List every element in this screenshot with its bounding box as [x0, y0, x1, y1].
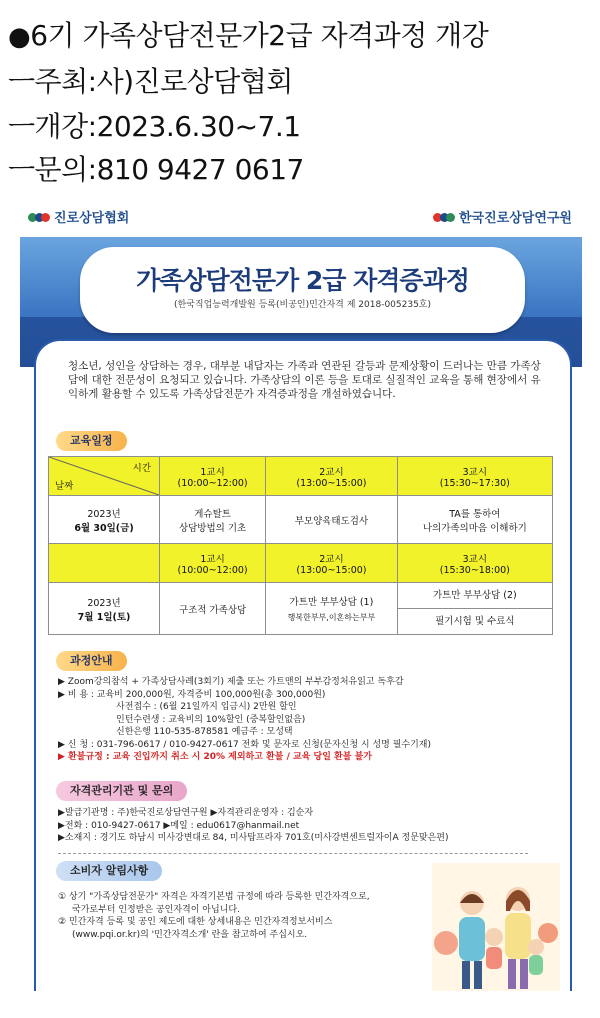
period-label: 3교시 [462, 466, 488, 478]
class-line: 상담방법의 기초 [178, 522, 247, 534]
poster-subtitle: (한국직업능력개발원 등록(비공인)민간자격 제 2018-005235호) [173, 300, 432, 310]
course-line: ▶ Zoom강의참석 + 가족상담사례(3회기) 제출 또는 가트맨의 부부감정처유읽고 독후감 [58, 677, 404, 687]
period-2-header [266, 457, 397, 496]
content-panel [34, 339, 572, 991]
day1-date [49, 496, 160, 544]
title-box [80, 247, 525, 333]
course-info [58, 676, 548, 764]
date-day: 6월 30일(금) [74, 522, 134, 534]
date-year: 2023년 [87, 597, 121, 609]
class-line: 가트만 부부상담 (2) [398, 583, 552, 609]
logo-left-text: 진로상담협회 [54, 211, 130, 226]
period-2-header [266, 544, 397, 583]
period-label: 2교시 [319, 466, 344, 478]
course-line: 인턴수련생 : 교육비의 10%할인 (중복할인없음) [116, 714, 306, 725]
class-line: 가트만 부부상담 (1) [289, 597, 374, 608]
logo-left-icon [28, 210, 50, 224]
class-line: 나의가족의마음 이해하기 [422, 522, 527, 534]
course-line: ▶ 비 용 : 교육비 200,000원, 자격증비 100,000원(총 300,000원) [58, 689, 326, 700]
mgmt-line: ▶소재지 : 경기도 하남시 미사강변대로 84, 미사탑프라자 701호(미사강변센트럴자이A 정문맞은편) [58, 833, 449, 843]
period-3-header [397, 544, 552, 583]
divider [58, 853, 528, 854]
day2-class3 [397, 583, 552, 635]
date-year: 2023년 [87, 508, 121, 520]
mgmt-line: ▶전화 : 010-9427-0617 ▶메일 : edu0617@hanmail.net [58, 820, 300, 831]
period-time: (15:30~17:30) [439, 477, 510, 489]
period-label: 1교시 [200, 466, 225, 478]
consumer-line: ① 상기 "가족상담전문가" 자격은 자격기본법 규정에 따라 등록한 민간자격으로, [58, 892, 370, 902]
date-day: 7월 1일(토) [77, 611, 131, 623]
period-3-header [397, 457, 552, 496]
period-label: 2교시 [319, 553, 344, 565]
day2-header-blank [49, 544, 160, 583]
schedule-table-day1 [48, 456, 553, 635]
class-line: TA를 통하여 [449, 508, 501, 520]
poster-title: 가족상담전문가 2급 자격증과정 [136, 266, 469, 295]
hdr-time: 시간 [132, 463, 151, 474]
period-label: 1교시 [200, 553, 225, 565]
refund-policy: ▶ 환불규정 : 교육 진입까지 취소 시 20% 제외하고 환불 / 교육 당일 환불 불가 [58, 752, 372, 762]
mgmt-line: ▶발급기관명 : 주)한국진로상담연구원 ▶자격관리운영자 : 김순자 [58, 808, 314, 818]
intro-text: 청소년, 성인을 상담하는 경우, 대부분 내담자는 가족과 연관된 갈등과 문제상황이 드러나는 만큼 가족상담에 대한 전문성이 요청되고 있습니다. 가족상담의 이론 등을 토대로 실질적인 교육을 통해 현장에서 유익하게 활용할 수 있도록 가족상담전문가 자격증과정을 개설하였습니다. [68, 360, 541, 400]
course-line: 사전접수 : (6월 21일까지 입금시) 2만원 할인 [116, 702, 297, 712]
schedule-tag: 교육일정 [56, 431, 127, 451]
poster-image[interactable] [20, 197, 582, 997]
course-line: ▶ 신 청 : 031-796-0617 / 010-9427-0617 전화 및 문자로 신청(문자신청 시 성명 필수기재) [58, 739, 432, 750]
period-1-header [160, 544, 266, 583]
class-line: 게슈탈트 [194, 508, 231, 520]
day1-class2: 부모양육태도검사 [266, 496, 397, 544]
message-text-1: 6기 가족상담전문가2급 자격과정 개강 [30, 19, 489, 52]
period-label: 3교시 [462, 553, 488, 565]
period-1-header [160, 457, 266, 496]
course-tag: 과정안내 [56, 651, 127, 671]
period-time: (15:30~18:00) [439, 564, 510, 576]
consumer-line: (www.pqi.or.kr)의 '민간자격소개' 란을 참고하여 주십시오. [72, 929, 308, 940]
logo-right [433, 207, 572, 226]
logo-right-text: 한국진로상담연구원 [458, 211, 572, 226]
consumer-info [58, 891, 428, 941]
message-line-1 [8, 14, 488, 54]
message-line-3: ㅡ개강:2023.6.30~7.1 [8, 110, 301, 143]
mgmt-info [58, 807, 548, 845]
period-time: (10:00~12:00) [177, 564, 248, 576]
header-time-date [49, 457, 160, 496]
hdr-date: 날짜 [55, 481, 74, 492]
logo-left [28, 207, 129, 226]
class-line: 필기시험 및 수료식 [435, 616, 515, 627]
logo-right-icon [433, 210, 455, 224]
class-line: 행복한부부,이혼하는부부 [287, 613, 376, 622]
consumer-line: ② 민간자격 등록 및 공인 제도에 대한 상세내용은 민간자격정보서비스 [58, 917, 333, 927]
course-line: 신한은행 110-535-878581 예금주 : 모성택 [116, 727, 293, 737]
day1-class1 [160, 496, 266, 544]
family-illustration [432, 863, 560, 991]
message-line-2: ㅡ주최:사)진로상담협회 [8, 65, 293, 98]
day2-class2 [266, 583, 397, 635]
period-time: (13:00~15:00) [296, 564, 367, 576]
day2-class1: 구조적 가족상담 [160, 583, 266, 635]
period-time: (10:00~12:00) [177, 477, 248, 489]
mgmt-tag: 자격관리기관 및 문의 [56, 781, 187, 801]
day2-date [49, 583, 160, 635]
consumer-line: 국가로부터 인정받은 공인자격이 아닙니다. [72, 904, 240, 915]
bullet-icon: ● [8, 22, 31, 52]
poster-header [20, 197, 582, 239]
consumer-tag: 소비자 알림사항 [56, 861, 162, 881]
message-line-4: ㅡ문의:810 9427 0617 [8, 153, 304, 186]
period-time: (13:00~15:00) [296, 477, 367, 489]
day1-class3 [397, 496, 552, 544]
